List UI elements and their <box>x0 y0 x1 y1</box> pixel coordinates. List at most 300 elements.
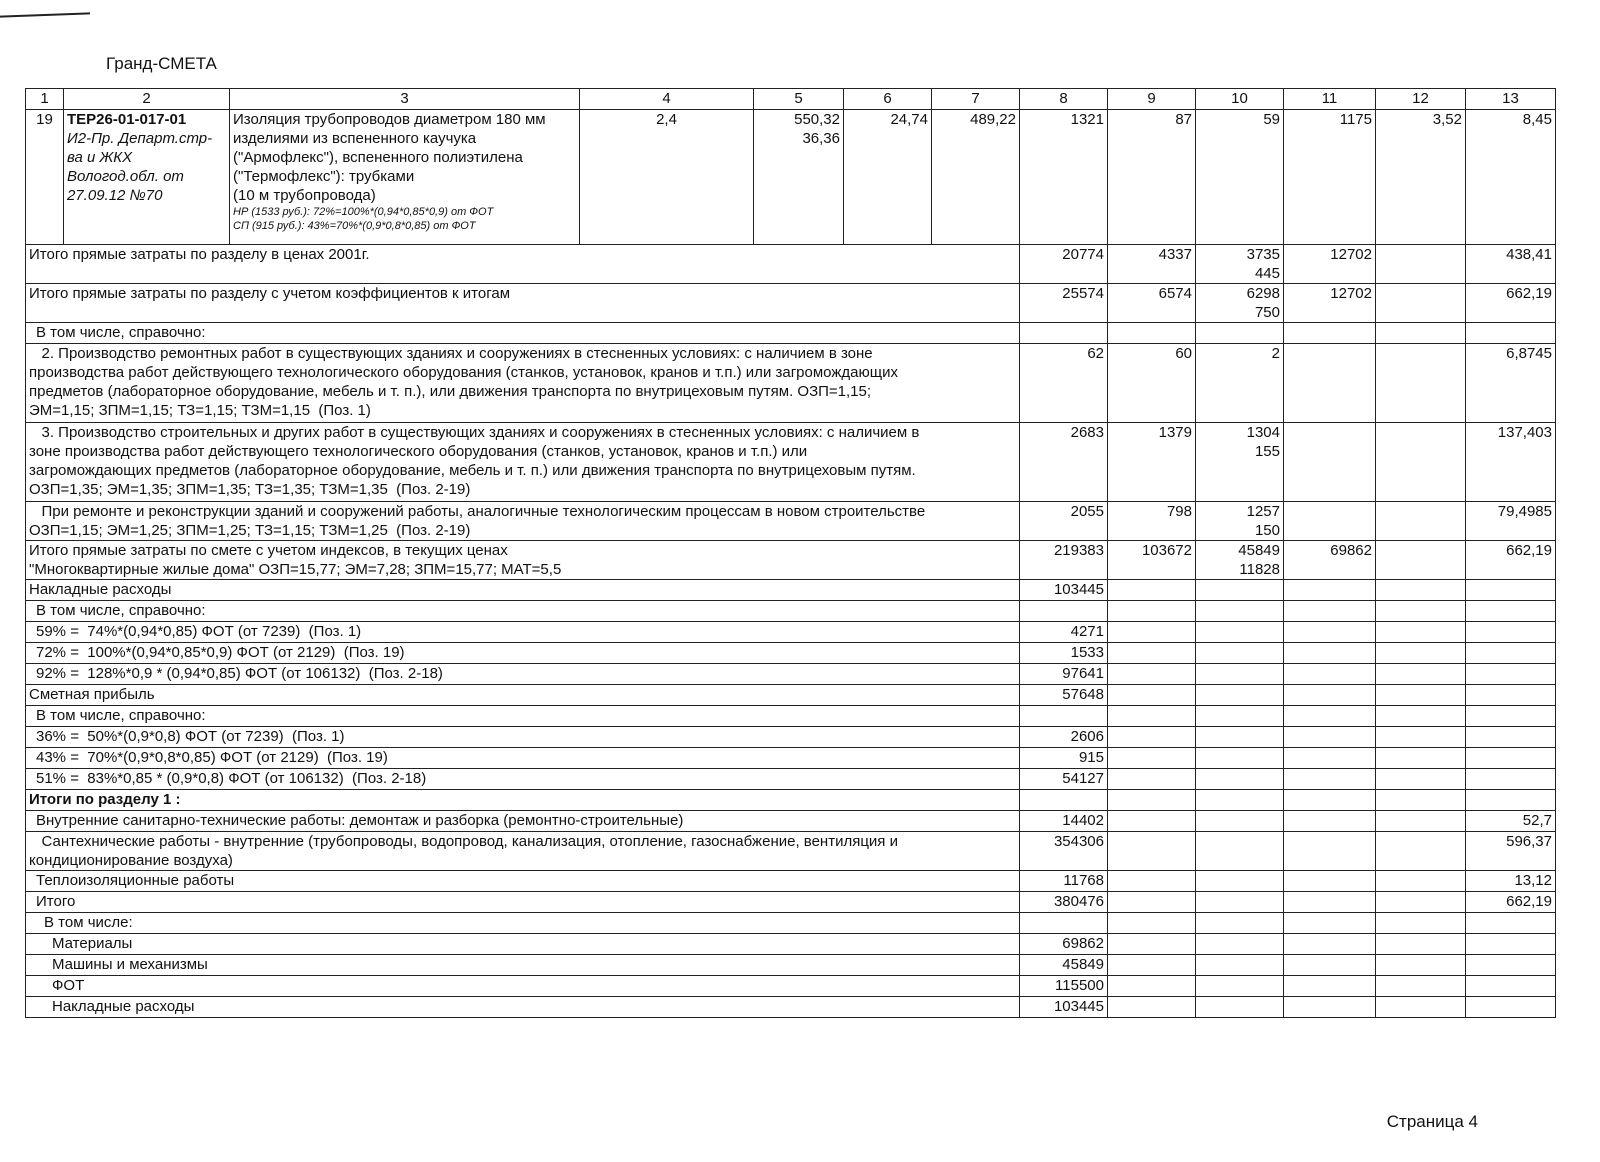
summary-value-col12 <box>1376 727 1466 748</box>
summary-description <box>26 913 1020 934</box>
summary-row <box>26 643 1556 664</box>
summary-description-line: Итого прямые затраты по разделу в ценах 2001г. <box>29 246 370 263</box>
summary-value: 3735 <box>1246 246 1280 263</box>
summary-value-col9 <box>1108 284 1196 323</box>
summary-description <box>26 997 1020 1018</box>
summary-description <box>26 769 1020 790</box>
summary-value-col13 <box>1466 769 1556 790</box>
item-col11: 1175 <box>1284 110 1376 245</box>
summary-row <box>26 955 1556 976</box>
summary-value-col8 <box>1020 832 1108 871</box>
summary-value-col13 <box>1466 622 1556 643</box>
column-number: 4 <box>580 89 754 110</box>
summary-row <box>26 892 1556 913</box>
summary-value-col13 <box>1466 748 1556 769</box>
summary-value: 662,19 <box>1506 285 1552 302</box>
summary-description-line: 72% = 100%*(0,94*0,85*0,9) ФОТ (от 2129) (Поз. 19) <box>36 644 405 661</box>
summary-description-line: Накладные расходы <box>29 581 172 598</box>
item-code-cell <box>64 110 230 245</box>
summary-description-line: Теплоизоляционные работы <box>36 872 235 889</box>
summary-value: 1533 <box>1070 644 1104 661</box>
summary-value-col13 <box>1466 832 1556 871</box>
summary-value: 2 <box>1271 345 1280 362</box>
summary-value: 1379 <box>1158 424 1192 441</box>
summary-value-col11 <box>1284 769 1376 790</box>
summary-value-col9 <box>1108 892 1196 913</box>
summary-value-col11 <box>1284 934 1376 955</box>
summary-value-col13 <box>1466 284 1556 323</box>
summary-value-col11 <box>1284 344 1376 423</box>
column-number: 6 <box>844 89 932 110</box>
summary-description-line: Сметная прибыль <box>29 686 155 703</box>
summary-value-col13 <box>1466 955 1556 976</box>
summary-description-line: Сантехнические работы - внутренние (трубопроводы, водопровод, канализация, отопление, газоснабжение, вентиляция и <box>29 833 898 850</box>
summary-value-col9 <box>1108 934 1196 955</box>
summary-value-col11 <box>1284 323 1376 344</box>
summary-value-col12 <box>1376 601 1466 622</box>
summary-value-sub: 150 <box>1254 522 1280 539</box>
summary-value-col13 <box>1466 502 1556 541</box>
summary-row <box>26 502 1556 541</box>
summary-row <box>26 664 1556 685</box>
summary-value-col9 <box>1108 580 1196 601</box>
summary-description <box>26 706 1020 727</box>
summary-value-col10 <box>1196 284 1284 323</box>
item-col10: 59 <box>1196 110 1284 245</box>
summary-value-col11 <box>1284 643 1376 664</box>
summary-value-col8 <box>1020 769 1108 790</box>
summary-description <box>26 664 1020 685</box>
summary-value-col8 <box>1020 811 1108 832</box>
summary-description <box>26 601 1020 622</box>
summary-value-col8 <box>1020 664 1108 685</box>
summary-value-col13 <box>1466 892 1556 913</box>
summary-row <box>26 284 1556 323</box>
summary-description-line: ОЗП=1,15; ЭМ=1,25; ЗПМ=1,25; ТЗ=1,15; ТЗМ=1,25 (Поз. 2-19) <box>29 522 471 539</box>
summary-description <box>26 790 1020 811</box>
summary-value-col8 <box>1020 685 1108 706</box>
summary-row <box>26 622 1556 643</box>
summary-row <box>26 976 1556 997</box>
summary-value-col12 <box>1376 580 1466 601</box>
summary-description <box>26 541 1020 580</box>
summary-description-line: Итого прямые затраты по смете с учетом индексов, в текущих ценах <box>29 542 508 559</box>
summary-value-sub: 445 <box>1254 265 1280 282</box>
summary-value-col12 <box>1376 706 1466 727</box>
summary-value-col12 <box>1376 748 1466 769</box>
summary-value: 25574 <box>1062 285 1104 302</box>
summary-value-col9 <box>1108 706 1196 727</box>
summary-value-col11 <box>1284 685 1376 706</box>
summary-value-col9 <box>1108 727 1196 748</box>
summary-value-col9 <box>1108 323 1196 344</box>
summary-value-col8 <box>1020 541 1108 580</box>
summary-value-col11 <box>1284 423 1376 502</box>
summary-value-col10 <box>1196 664 1284 685</box>
summary-description-line: ЭМ=1,15; ЗПМ=1,15; ТЗ=1,15; ТЗМ=1,15 (Поз. 1) <box>29 402 371 419</box>
summary-description <box>26 245 1020 284</box>
summary-value-col10 <box>1196 832 1284 871</box>
summary-value-sub: 11828 <box>1239 561 1280 578</box>
summary-value-col13 <box>1466 601 1556 622</box>
summary-value: 1257 <box>1246 503 1280 520</box>
item-description-line: (10 м трубопровода) <box>233 187 376 204</box>
summary-value-col8 <box>1020 601 1108 622</box>
item-number: 19 <box>26 110 64 245</box>
summary-value-col11 <box>1284 892 1376 913</box>
item-basis-line: И2-Пр. Департ.стр- <box>67 130 213 147</box>
summary-description-line: В том числе, справочно: <box>36 602 206 619</box>
summary-value: 798 <box>1166 503 1192 520</box>
summary-value-col10 <box>1196 976 1284 997</box>
summary-description <box>26 955 1020 976</box>
summary-value-col10 <box>1196 748 1284 769</box>
summary-value-col9 <box>1108 976 1196 997</box>
summary-value: 438,41 <box>1506 246 1552 263</box>
summary-value-col8 <box>1020 706 1108 727</box>
summary-value: 12702 <box>1330 246 1372 263</box>
summary-description-line: загромождающих предметов (лабораторное оборудование, мебель и т. п.) или движения транспорта по внутрицеховым путям. <box>29 462 916 479</box>
summary-value: 69862 <box>1330 542 1372 559</box>
summary-value-col13 <box>1466 664 1556 685</box>
summary-value-col9 <box>1108 541 1196 580</box>
summary-value: 2055 <box>1070 503 1104 520</box>
summary-value-col8 <box>1020 913 1108 934</box>
summary-value-col9 <box>1108 622 1196 643</box>
summary-value-col12 <box>1376 284 1466 323</box>
summary-description-line: 3. Производство строительных и других работ в существующих зданиях и сооружениях в стесненных условиях: с наличием в <box>29 424 920 441</box>
summary-value-col12 <box>1376 643 1466 664</box>
summary-description-line: Итоги по разделу 1 : <box>29 791 181 808</box>
item-basis-line: Вологод.обл. от <box>67 168 184 185</box>
summary-value-col11 <box>1284 913 1376 934</box>
summary-value-col12 <box>1376 502 1466 541</box>
summary-value-col11 <box>1284 284 1376 323</box>
summary-value-col10 <box>1196 502 1284 541</box>
summary-value-col10 <box>1196 245 1284 284</box>
summary-description-line: предметов (лабораторное оборудование, мебель и т. п.), или движения транспорта по внутрицеховым путям. ОЗП=1,15; <box>29 383 872 400</box>
summary-value-col12 <box>1376 685 1466 706</box>
summary-description-line: 51% = 83%*0,85 * (0,9*0,8) ФОТ (от 106132) (Поз. 2-18) <box>36 770 427 787</box>
summary-value-col9 <box>1108 955 1196 976</box>
summary-value-col10 <box>1196 344 1284 423</box>
item-col6: 24,74 <box>844 110 932 245</box>
summary-value-col10 <box>1196 685 1284 706</box>
summary-value-col13 <box>1466 997 1556 1018</box>
summary-description <box>26 976 1020 997</box>
summary-value-col10 <box>1196 892 1284 913</box>
column-number: 5 <box>754 89 844 110</box>
summary-value-col10 <box>1196 727 1284 748</box>
summary-value-col11 <box>1284 580 1376 601</box>
item-description-line: ("Термофлекс"): трубками <box>233 168 415 185</box>
summary-value-col13 <box>1466 344 1556 423</box>
summary-value-col10 <box>1196 643 1284 664</box>
summary-value: 4271 <box>1070 623 1104 640</box>
summary-row <box>26 871 1556 892</box>
summary-description-line: Внутренние санитарно-технические работы: демонтаж и разборка (ремонтно-строительные) <box>36 812 684 829</box>
summary-description <box>26 748 1020 769</box>
summary-value-col12 <box>1376 664 1466 685</box>
summary-value-col13 <box>1466 323 1556 344</box>
summary-value-col8 <box>1020 892 1108 913</box>
summary-value-sub: 750 <box>1254 304 1280 321</box>
summary-value-col12 <box>1376 323 1466 344</box>
summary-value: 103445 <box>1053 998 1104 1015</box>
item-basis-line: ва и ЖКХ <box>67 149 133 166</box>
summary-value-col8 <box>1020 580 1108 601</box>
summary-value-col11 <box>1284 706 1376 727</box>
app-title: Гранд-СМЕТА <box>106 54 217 73</box>
summary-description-line: При ремонте и реконструкции зданий и сооружений работы, аналогичные технологическим процессам в новом строительстве <box>29 503 926 520</box>
summary-value-col8 <box>1020 622 1108 643</box>
summary-value: 137,403 <box>1497 424 1552 441</box>
estimate-table <box>25 88 1556 1018</box>
summary-value-col9 <box>1108 344 1196 423</box>
summary-value-col12 <box>1376 344 1466 423</box>
summary-row <box>26 323 1556 344</box>
summary-value: 2683 <box>1070 424 1104 441</box>
summary-value-col9 <box>1108 748 1196 769</box>
summary-value-col8 <box>1020 790 1108 811</box>
summary-value-col13 <box>1466 706 1556 727</box>
summary-description-line: В том числе: <box>44 914 133 931</box>
item-code: ТЕР26-01-017-01 <box>67 111 187 128</box>
summary-value-col8 <box>1020 245 1108 284</box>
summary-value-col9 <box>1108 664 1196 685</box>
summary-description-line: Материалы <box>52 935 133 952</box>
summary-description <box>26 727 1020 748</box>
column-number: 12 <box>1376 89 1466 110</box>
summary-value: 45849 <box>1238 542 1280 559</box>
column-number: 7 <box>932 89 1020 110</box>
summary-value-col10 <box>1196 323 1284 344</box>
summary-value-col12 <box>1376 934 1466 955</box>
summary-value-col8 <box>1020 934 1108 955</box>
summary-description-line: "Многоквартирные жилые дома" ОЗП=15,77; ЭМ=7,28; ЗПМ=15,77; МАТ=5,5 <box>29 561 562 578</box>
summary-value-col11 <box>1284 790 1376 811</box>
summary-value-col9 <box>1108 502 1196 541</box>
summary-value-col13 <box>1466 811 1556 832</box>
summary-value-col10 <box>1196 955 1284 976</box>
item-basis-line: 27.09.12 №70 <box>67 187 163 204</box>
summary-description <box>26 580 1020 601</box>
summary-value-col8 <box>1020 748 1108 769</box>
summary-value-col13 <box>1466 790 1556 811</box>
column-number: 1 <box>26 89 64 110</box>
summary-value-col8 <box>1020 502 1108 541</box>
summary-value: 60 <box>1175 345 1192 362</box>
summary-description-line: 59% = 74%*(0,94*0,85) ФОТ (от 7239) (Поз. 1) <box>36 623 362 640</box>
column-number: 3 <box>230 89 580 110</box>
summary-value: 12702 <box>1330 285 1372 302</box>
summary-description <box>26 892 1020 913</box>
summary-value: 20774 <box>1062 246 1104 263</box>
summary-row <box>26 580 1556 601</box>
summary-value: 662,19 <box>1506 893 1552 910</box>
item-col7: 489,22 <box>932 110 1020 245</box>
summary-description <box>26 643 1020 664</box>
summary-value: 115500 <box>1055 977 1104 994</box>
summary-description-line: Машины и механизмы <box>52 956 208 973</box>
summary-value-col11 <box>1284 955 1376 976</box>
summary-value: 97641 <box>1062 665 1104 682</box>
summary-value: 4337 <box>1158 246 1192 263</box>
summary-value: 915 <box>1078 749 1104 766</box>
summary-value: 52,7 <box>1522 812 1552 829</box>
column-number: 8 <box>1020 89 1108 110</box>
summary-value-col12 <box>1376 892 1466 913</box>
summary-row <box>26 423 1556 502</box>
summary-value-col9 <box>1108 811 1196 832</box>
summary-description <box>26 934 1020 955</box>
summary-value: 69862 <box>1062 935 1104 952</box>
summary-value: 79,4985 <box>1497 503 1552 520</box>
summary-value: 380476 <box>1053 893 1104 910</box>
summary-value-col8 <box>1020 423 1108 502</box>
summary-value-col10 <box>1196 790 1284 811</box>
summary-value-col9 <box>1108 871 1196 892</box>
column-number: 10 <box>1196 89 1284 110</box>
summary-value-col8 <box>1020 976 1108 997</box>
summary-value: 6,8745 <box>1506 345 1552 362</box>
summary-description <box>26 871 1020 892</box>
summary-value-col12 <box>1376 423 1466 502</box>
summary-value-col8 <box>1020 344 1108 423</box>
summary-value-col9 <box>1108 913 1196 934</box>
summary-row <box>26 706 1556 727</box>
item-col13: 8,45 <box>1466 110 1556 245</box>
summary-value-col11 <box>1284 871 1376 892</box>
item-description-line: ("Армофлекс"), вспененного полиэтилена <box>233 149 523 166</box>
summary-value: 6298 <box>1246 285 1280 302</box>
summary-value: 219383 <box>1053 542 1104 559</box>
summary-value-col8 <box>1020 997 1108 1018</box>
summary-value-col8 <box>1020 727 1108 748</box>
summary-value: 103672 <box>1141 542 1192 559</box>
summary-value: 1304 <box>1246 424 1280 441</box>
summary-value-col10 <box>1196 769 1284 790</box>
summary-value-col10 <box>1196 622 1284 643</box>
summary-value-col8 <box>1020 323 1108 344</box>
item-note-line: НР (1533 руб.): 72%=100%*(0,94*0,85*0,9) от ФОТ <box>233 206 494 218</box>
column-number: 11 <box>1284 89 1376 110</box>
summary-description <box>26 284 1020 323</box>
summary-value-col9 <box>1108 245 1196 284</box>
summary-row <box>26 997 1556 1018</box>
summary-value-col12 <box>1376 976 1466 997</box>
summary-value-col9 <box>1108 643 1196 664</box>
summary-value-col13 <box>1466 643 1556 664</box>
summary-value-col11 <box>1284 502 1376 541</box>
summary-value-col10 <box>1196 541 1284 580</box>
summary-value: 11768 <box>1063 872 1104 889</box>
summary-description-line: 92% = 128%*0,9 * (0,94*0,85) ФОТ (от 106132) (Поз. 2-18) <box>36 665 443 682</box>
summary-value-col11 <box>1284 245 1376 284</box>
summary-description <box>26 811 1020 832</box>
column-number-header <box>26 89 1556 110</box>
summary-value-col12 <box>1376 955 1466 976</box>
summary-value-col13 <box>1466 871 1556 892</box>
summary-value-col13 <box>1466 541 1556 580</box>
summary-value-col10 <box>1196 706 1284 727</box>
summary-value-col12 <box>1376 790 1466 811</box>
summary-row <box>26 685 1556 706</box>
item-quantity: 2,4 <box>580 110 754 245</box>
summary-value-col12 <box>1376 832 1466 871</box>
summary-description-line: В том числе, справочно: <box>36 707 206 724</box>
summary-description-line: кондиционирование воздуха) <box>29 852 233 869</box>
summary-value-col11 <box>1284 664 1376 685</box>
summary-row <box>26 811 1556 832</box>
summary-value-col10 <box>1196 811 1284 832</box>
summary-description <box>26 344 1020 423</box>
summary-row <box>26 601 1556 622</box>
summary-value-col10 <box>1196 423 1284 502</box>
summary-value: 662,19 <box>1506 542 1552 559</box>
summary-value-col11 <box>1284 541 1376 580</box>
item-col8: 1321 <box>1020 110 1108 245</box>
summary-row <box>26 934 1556 955</box>
summary-value: 354306 <box>1053 833 1104 850</box>
column-number: 13 <box>1466 89 1556 110</box>
summary-value-col9 <box>1108 997 1196 1018</box>
summary-row <box>26 832 1556 871</box>
column-number: 9 <box>1108 89 1196 110</box>
summary-value-col12 <box>1376 769 1466 790</box>
item-note-line: СП (915 руб.): 43%=70%*(0,9*0,8*0,85) от ФОТ <box>233 220 476 232</box>
item-col5-cell <box>754 110 844 245</box>
summary-value-col9 <box>1108 601 1196 622</box>
summary-value-col12 <box>1376 811 1466 832</box>
item-col9: 87 <box>1108 110 1196 245</box>
summary-description <box>26 423 1020 502</box>
summary-value-col11 <box>1284 976 1376 997</box>
summary-description <box>26 323 1020 344</box>
summary-value-col13 <box>1466 245 1556 284</box>
summary-row <box>26 790 1556 811</box>
summary-value-col10 <box>1196 913 1284 934</box>
summary-description-line: Итого <box>36 893 76 910</box>
summary-value-col11 <box>1284 748 1376 769</box>
estimate-item-row <box>26 110 1556 245</box>
summary-description-line: Итого прямые затраты по разделу с учетом коэффициентов к итогам <box>29 285 511 302</box>
summary-value-col8 <box>1020 643 1108 664</box>
item-col5-total: 550,32 <box>794 111 840 128</box>
summary-row <box>26 769 1556 790</box>
item-col5-sub: 36,36 <box>802 130 840 147</box>
summary-value-col11 <box>1284 832 1376 871</box>
summary-value: 103445 <box>1053 581 1104 598</box>
summary-row <box>26 748 1556 769</box>
summary-description-line: 2. Производство ремонтных работ в существующих зданиях и сооружениях в стесненных условиях: с наличием в зоне <box>29 345 873 362</box>
summary-description-line: Накладные расходы <box>52 998 195 1015</box>
summary-value-col13 <box>1466 423 1556 502</box>
summary-value-col10 <box>1196 871 1284 892</box>
summary-row <box>26 541 1556 580</box>
summary-value-col10 <box>1196 601 1284 622</box>
summary-value-col12 <box>1376 997 1466 1018</box>
item-description-cell <box>230 110 580 245</box>
summary-description <box>26 502 1020 541</box>
summary-description-line: В том числе, справочно: <box>36 324 206 341</box>
summary-value-col13 <box>1466 727 1556 748</box>
summary-description-line: 43% = 70%*(0,9*0,8*0,85) ФОТ (от 2129) (Поз. 19) <box>36 749 388 766</box>
summary-value: 57648 <box>1062 686 1104 703</box>
summary-value-col13 <box>1466 580 1556 601</box>
summary-value-col8 <box>1020 871 1108 892</box>
summary-value: 6574 <box>1158 285 1192 302</box>
